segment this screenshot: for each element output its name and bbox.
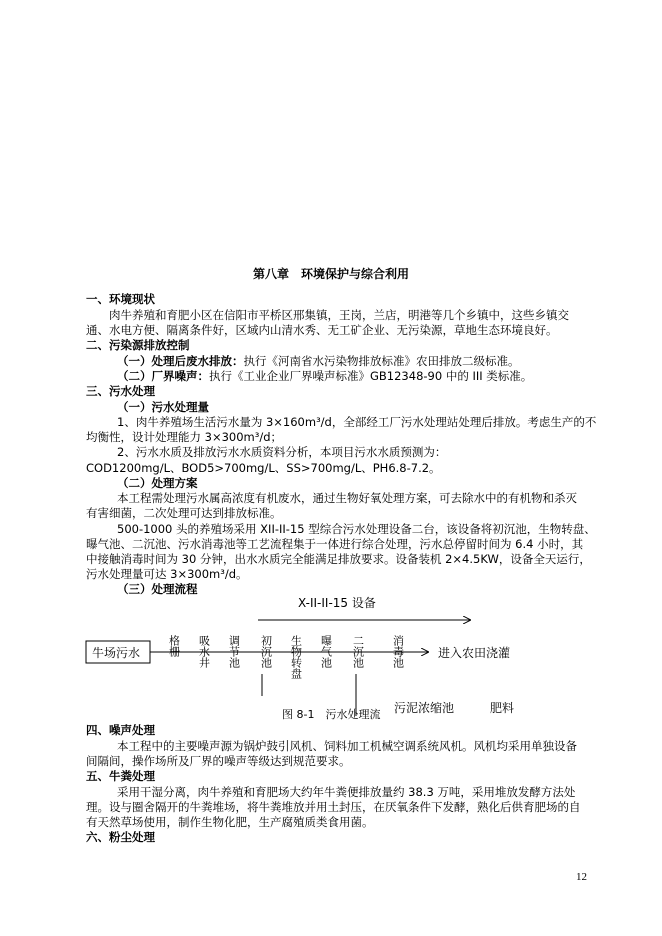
section-4-heading: 四、噪声处理 (86, 723, 155, 737)
section-3-sub-2-line: 本工程需处理污水属高浓度有机废水，通过生物好氧处理方案，可去除水中的有机物和杀灭 (117, 491, 577, 505)
source-label: 牛场污水 (92, 646, 141, 660)
section-2-item-1 (117, 354, 520, 368)
section-3-sub-2-line: 中接触消毒时间为 30 分钟，出水水质完全能满足排放要求。设备装机 2×4.5KW，设备全天运行， (86, 552, 591, 566)
step-primary-settling: 初沉池 (259, 635, 273, 668)
section-3-sub-2-line: 污水处理量可达 3×300m³/d。 (86, 567, 248, 581)
section-2-item-2 (117, 369, 532, 383)
section-4-line: 间隔间，操作场所及厂界的噪声等级达到规范要求。 (86, 754, 351, 768)
step-suction-well: 吸水井 (197, 635, 211, 668)
section-2-item-1-label: （一）处理后废水排放： (117, 354, 244, 368)
end-label: 进入农田浇灌 (438, 646, 511, 660)
section-1-line: 通、水电方便、隔离条件好，区域内山清水秀、无工矿企业、无污染源，草地生态环境良好。 (86, 323, 558, 337)
section-3-sub-2: （二）处理方案 (117, 476, 198, 490)
section-3-sub-1: （一）污水处理量 (117, 400, 209, 414)
section-3-heading: 三、污水处理 (86, 384, 155, 398)
process-flow-diagram (0, 590, 662, 730)
step-bio-disc: 生物转盘 (289, 635, 303, 679)
step-disinfection-tank: 消毒池 (391, 635, 405, 668)
section-4-line: 本工程中的主要噪声源为锅炉鼓引风机、饲料加工机械空调系统风机。风机均采用单独设备 (117, 739, 577, 753)
section-5-line: 理。设与圈舍隔开的牛粪堆场，将牛粪堆放并用土封压，在厌氧条件下发酵，熟化后供育肥场的自 (86, 800, 581, 814)
section-3-sub-3: （三）处理流程 (117, 582, 198, 596)
sludge-label: 污泥浓缩池 (394, 701, 455, 715)
section-3-sub-2-line: 500-1000 头的养殖场采用 XII-II-15 型综合污水处理设备二台，该设备将初沉池，生物转盘、 (117, 522, 596, 536)
section-3-sub-1-line: 2、污水水质及排放污水水质资料分析，本项目污水水质预测为： (117, 445, 447, 459)
figure-caption: 图 8-1 污水处理流 (282, 708, 381, 721)
device-label: X-II-II-15 设备 (298, 596, 376, 610)
page-number: 12 (576, 871, 587, 883)
section-2-heading: 二、污染源排放控制 (86, 338, 190, 352)
step-grille: 格栅 (167, 635, 181, 657)
section-2-item-1-text: 执行《河南省水污染物排放标准》农田排放二级标准。 (243, 354, 520, 368)
section-1-heading: 一、环境现状 (86, 292, 155, 306)
section-3-sub-2-line: 有害细菌，二次处理可达到排放标准。 (86, 506, 282, 520)
section-2-item-2-text: 执行《工业企业厂界噪声标准》GB12348-90 中的 III 类标准。 (209, 369, 533, 383)
fertilizer-label: 肥料 (490, 701, 515, 715)
section-5-line: 采用干湿分离，肉牛养殖和育肥场大约年牛粪便排放量约 38.3 万吨，采用堆放发酵方法处 (117, 785, 576, 799)
section-5-heading: 五、牛粪处理 (86, 769, 155, 783)
step-secondary-settling: 二沉池 (351, 635, 365, 668)
section-2-item-2-label: （二）厂界噪声： (117, 369, 209, 383)
step-aeration-tank: 曝气池 (319, 635, 333, 668)
step-regulating-tank: 调节池 (227, 635, 241, 668)
section-3-sub-1-line: COD1200mg/L、BOD5>700mg/L、SS>700mg/L、PH6.8-7.2。 (86, 461, 441, 475)
section-3-sub-1-line: 均衡性，设计处理能力 3×300m³/d； (86, 430, 283, 444)
section-3-sub-2-line: 曝气池、二沉池、污水消毒池等工艺流程集于一体进行综合处理，污水总停留时间为 6.4 小时，其 (86, 537, 584, 551)
section-5-line: 有天然草场使用，制作生物化肥，生产腐殖质类食用菌。 (86, 815, 374, 829)
chapter-title: 第八章 环境保护与综合利用 (252, 267, 409, 281)
section-6-heading: 六、粉尘处理 (86, 830, 155, 844)
section-3-sub-1-line: 1、肉牛养殖场生活污水量为 3×160m³/d，全部经工厂污水处理站处理后排放。考虑生产的不 (117, 415, 597, 429)
section-1-line: 肉牛养殖和育肥小区在信阳市平桥区邢集镇，王岗，兰店，明港等几个乡镇中，这些乡镇交 (109, 308, 569, 322)
